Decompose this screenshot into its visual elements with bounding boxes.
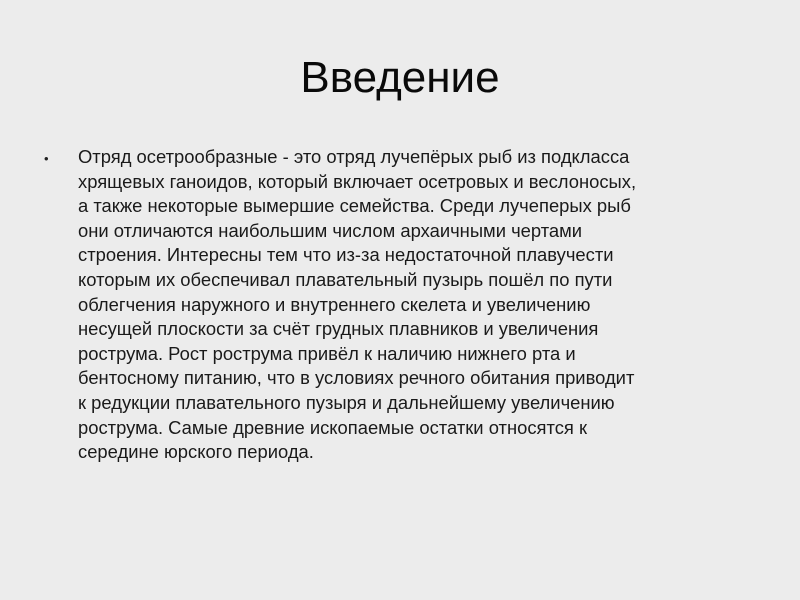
- slide-title: Введение: [300, 53, 500, 102]
- bullet-icon: •: [44, 151, 49, 166]
- bullet-text: Отряд осетрообразные - это отряд лучепёрых рыб из подкласса хрящевых ганоидов, который включает осетровых и веслоносых, а также некоторые вымершие семейства. Среди лучеперых рыб они отличаются наибольшим числом архаичными чертами строения. Интересны тем что из-за недостаточной плавучести которым их обеспечивал плавательный пузырь пошёл по пути облегчения наружного и внутреннего скелета и увеличению несущей плоскости за счёт грудных плавников и увеличения рострума. Рост рострума привёл к наличию нижнего рта и бентосному питанию, что в условиях речного обитания приводит к редукции плавательного пузыря и дальнейшему увеличению рострума. Самые древние ископаемые остатки относятся к середине юрского периода.: [78, 146, 637, 463]
- slide-content: [44, 145, 744, 465]
- bullet-item: [44, 145, 744, 465]
